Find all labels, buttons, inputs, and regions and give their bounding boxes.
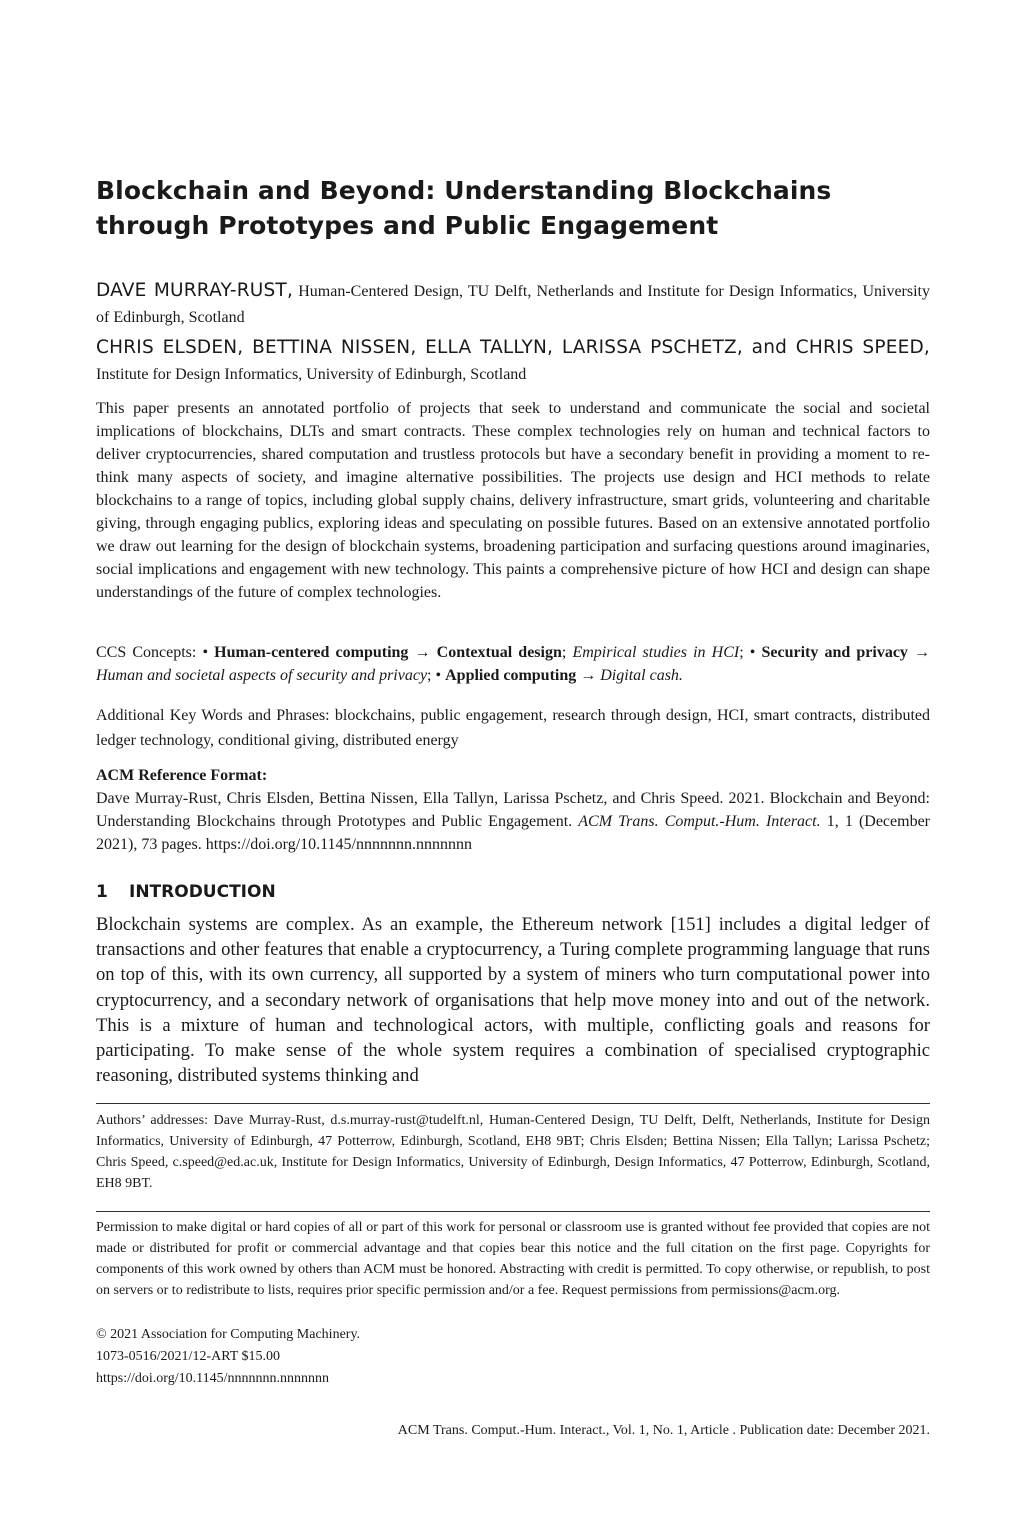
ccs-separator: ; bbox=[427, 667, 436, 684]
ccs-bullet: • bbox=[435, 667, 446, 684]
ccs-concepts bbox=[96, 641, 930, 687]
ccs-bullet: • bbox=[749, 644, 762, 661]
citation-journal: ACM Trans. Comput.-Hum. Interact. bbox=[578, 813, 821, 830]
citation-text: Dave Murray-Rust, Chris Elsden, Bettina Nissen, Ella Tallyn, Larissa Pschetz, and Chris Speed. 2021. Blockchain and Beyond: Understanding Blockchains through Prototypes and Public Engagement. bbox=[96, 790, 930, 830]
ccs-concept-sub-italic: Empirical studies in HCI bbox=[572, 644, 740, 661]
footnote-divider bbox=[96, 1103, 930, 1104]
ccs-concept-main: Security and privacy bbox=[761, 644, 908, 661]
author-entry bbox=[96, 334, 930, 388]
ccs-concept-sub-italic: Human and societal aspects of security and privacy bbox=[96, 667, 428, 684]
author-list bbox=[96, 277, 930, 391]
author-affiliation: Human-Centered Design, TU Delft, Netherlands and Institute for Design Informatics, University of Edinburgh, Scotland bbox=[96, 283, 930, 326]
ccs-separator: ; bbox=[739, 644, 750, 661]
permission-notice: Permission to make digital or hard copies of all or part of this work for personal or classroom use is granted without fee provided that copies are not made or distributed for profit or commercial advantage and that copies bear this notice and the full citation on the first page. Copyrights for components of this work owned by others than ACM must be honored. Abstracting with credit is permitted. To copy otherwise, or republish, to post on servers or to redistribute to lists, requires prior specific permission and/or a fee. Request permissions from permissions@acm.org. bbox=[96, 1220, 930, 1298]
running-footer: ACM Trans. Comput.-Hum. Interact., Vol. 1, No. 1, Article . Publication date: December 2021. bbox=[397, 1423, 930, 1438]
section-body: Blockchain systems are complex. As an example, the Ethereum network [151] includes a digital ledger of transactions and other features that enable a cryptocurrency, a Turing complete programming language that runs on top of this, with its own currency, all supported by a system of miners who turn computational power into cryptocurrency, and a secondary network of organisations that help move money into and out of the network. This is a mixture of human and technological actors, with multiple, conflicting goals and reasons for participating. To make sense of the whole system requires a combination of specialised cryptographic reasoning, distributed systems thinking and bbox=[96, 914, 930, 1087]
title-line-1: Blockchain and Beyond: Understanding Blockchains bbox=[96, 176, 832, 205]
section-title: INTRODUCTION bbox=[129, 882, 276, 902]
section-heading bbox=[96, 880, 930, 904]
acm-reference-format bbox=[96, 764, 930, 856]
ccs-arrow: → bbox=[408, 644, 437, 661]
author-names: CHRIS ELSDEN, BETTINA NISSEN, ELLA TALLYN, LARISSA PSCHETZ, and CHRIS SPEED, bbox=[96, 337, 930, 358]
ccs-concept-main: Applied computing bbox=[445, 667, 577, 684]
issn-line: 1073-0516/2021/12-ART $15.00 bbox=[96, 1349, 281, 1364]
ccs-separator: ; bbox=[561, 644, 573, 661]
ccs-concept-main: Human-centered computing bbox=[214, 644, 409, 661]
ccs-concept-sub-italic: Digital cash. bbox=[600, 667, 683, 684]
ccs-arrow: → bbox=[907, 644, 931, 661]
ccs-arrow: → bbox=[576, 667, 601, 684]
ccs-bullet: • bbox=[202, 644, 215, 661]
abstract: This paper presents an annotated portfolio of projects that seek to understand and communicate the social and societal implications of blockchains, DLTs and smart contracts. These complex technologies rely on human and technical factors to deliver cryptocurrencies, shared computation and trustless protocols but have a secondary benefit in providing a moment to re-think many aspects of society, and imagine alternative possibilities. The projects use design and HCI methods to relate blockchains to a range of topics, including global supply chains, delivery infrastructure, smart grids, volunteering and charitable giving, through engaging publics, exploring ideas and speculating on possible futures. Based on an extensive annotated portfolio we draw out learning for the design of blockchain systems, broadening participation and surfacing questions around imaginaries, social implications and engagement with new technology. This paints a comprehensive picture of how HCI and design can shape understandings of the future of complex technologies. bbox=[96, 400, 930, 601]
author-entry bbox=[96, 277, 930, 331]
ccs-concept-sub: Contextual design bbox=[436, 644, 562, 661]
footnote-divider bbox=[96, 1211, 930, 1212]
acm-reference-heading: ACM Reference Format: bbox=[96, 767, 268, 784]
section-number: 1 bbox=[96, 882, 108, 902]
citation-text: 1, 1 (December 2021), 73 pages. https://doi.org/10.1145/nnnnnnn.nnnnnnn bbox=[96, 813, 931, 853]
doi-link: https://doi.org/10.1145/nnnnnnn.nnnnnnn bbox=[96, 1371, 329, 1386]
title-line-2: through Prototypes and Public Engagement bbox=[96, 211, 719, 240]
paper-title bbox=[96, 173, 930, 243]
paper-page bbox=[96, 0, 930, 1517]
author-affiliation: Institute for Design Informatics, University of Edinburgh, Scotland bbox=[96, 366, 527, 383]
author-addresses-footnote: Authors’ addresses: Dave Murray-Rust, d.s.murray-rust@tudelft.nl, Human-Centered Design, TU Delft, Delft, Netherlands, Institute for Design Informatics, University of Edinburgh, 47 Potterrow, Edinburgh, Scotland, EH8 9BT; Chris Elsden; Bettina Nissen; Ella Tallyn; Larissa Pschetz; Chris Speed, c.speed@ed.ac.uk, Institute for Design Informatics, University of Edinburgh, Design Informatics, 47 Potterrow, Edinburgh, Scotland, EH8 9BT. bbox=[96, 1113, 930, 1191]
ccs-label: CCS Concepts: bbox=[96, 644, 203, 661]
keywords: Additional Key Words and Phrases: blockchains, public engagement, research through design, HCI, smart contracts, distributed ledger technology, conditional giving, distributed energy bbox=[96, 707, 930, 749]
acm-reference-citation bbox=[96, 787, 930, 856]
author-names: DAVE MURRAY-RUST, bbox=[96, 280, 294, 301]
copyright-line: © 2021 Association for Computing Machinery. bbox=[96, 1327, 361, 1342]
